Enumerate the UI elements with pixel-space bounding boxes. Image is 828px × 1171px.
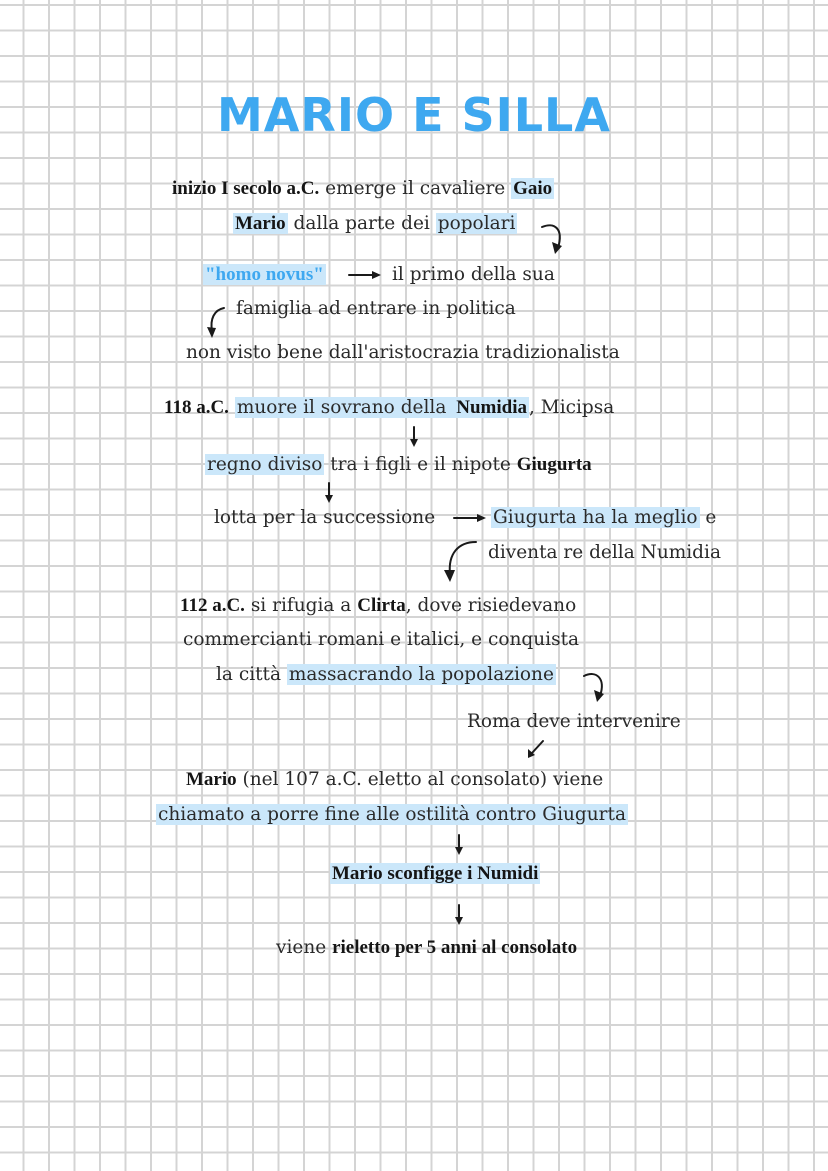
line-6: 118 a.C. muore il sovrano della Numidia , Micipsa — [164, 397, 615, 418]
down-arrow-icon — [453, 904, 465, 926]
down-arrow-icon — [323, 482, 335, 504]
line-9: diventa re della Numidia — [488, 542, 721, 563]
line-12: la città massacrando la popolazione — [216, 664, 554, 685]
name-mario: Mario — [186, 769, 237, 790]
right-arrow-icon — [453, 511, 487, 525]
numidia-text: Numidia — [456, 397, 527, 418]
line-11: commercianti romani e italici, e conquista — [183, 629, 580, 650]
line-17: viene rieletto per 5 anni al consolato — [276, 937, 578, 958]
date-text: 112 a.C. — [180, 595, 245, 616]
mario-victory-text: Mario sconfigge i Numidi — [332, 863, 539, 884]
curved-arrow-icon — [540, 218, 570, 260]
line-1: inizio I secolo a.C. emerge il cavaliere Gaio — [172, 178, 553, 199]
right-arrow-icon — [348, 268, 382, 282]
down-arrow-icon — [408, 426, 420, 448]
page-title: MARIO E SILLA — [217, 88, 611, 142]
line-3b: il primo della sua — [392, 264, 555, 285]
curved-arrow-icon — [204, 305, 228, 341]
giugurta-text: Giugurta — [516, 454, 592, 475]
name-mario: Mario — [235, 213, 286, 234]
reelection-text: rieletto per 5 anni al consolato — [332, 937, 578, 958]
line-7: regno diviso tra i figli e il nipote Giugurta — [207, 454, 592, 475]
line-3 — [203, 262, 326, 288]
popolari-text: popolari — [437, 213, 516, 234]
line-16 — [330, 861, 540, 887]
down-arrow-icon — [453, 834, 465, 856]
diagonal-arrow-icon — [526, 738, 546, 760]
line-8: lotta per la successione — [214, 507, 436, 528]
line-5: non visto bene dall'aristocrazia tradizionalista — [186, 342, 620, 363]
homo-novus-text: "homo novus" — [205, 264, 324, 285]
line-8b: Giugurta ha la meglio e — [493, 507, 717, 528]
date-text: 118 a.C. — [164, 397, 229, 418]
curved-arrow-icon — [440, 538, 480, 586]
line-13: Roma deve intervenire — [467, 711, 681, 732]
date-text: inizio I secolo a.C. — [172, 178, 320, 199]
clirta-text: Clirta — [357, 595, 406, 616]
line-2: Mario dalla parte dei popolari — [235, 213, 516, 234]
line-10: 112 a.C. si rifugia a Clirta, dove risiedevano — [180, 595, 577, 616]
curved-arrow-icon — [582, 668, 612, 706]
line-14: Mario (nel 107 a.C. eletto al consolato) viene — [186, 769, 604, 790]
name-gaio: Gaio — [513, 178, 553, 199]
line-15: chiamato a porre fine alle ostilità contro Giugurta — [158, 804, 626, 825]
line-4: famiglia ad entrare in politica — [236, 298, 516, 319]
